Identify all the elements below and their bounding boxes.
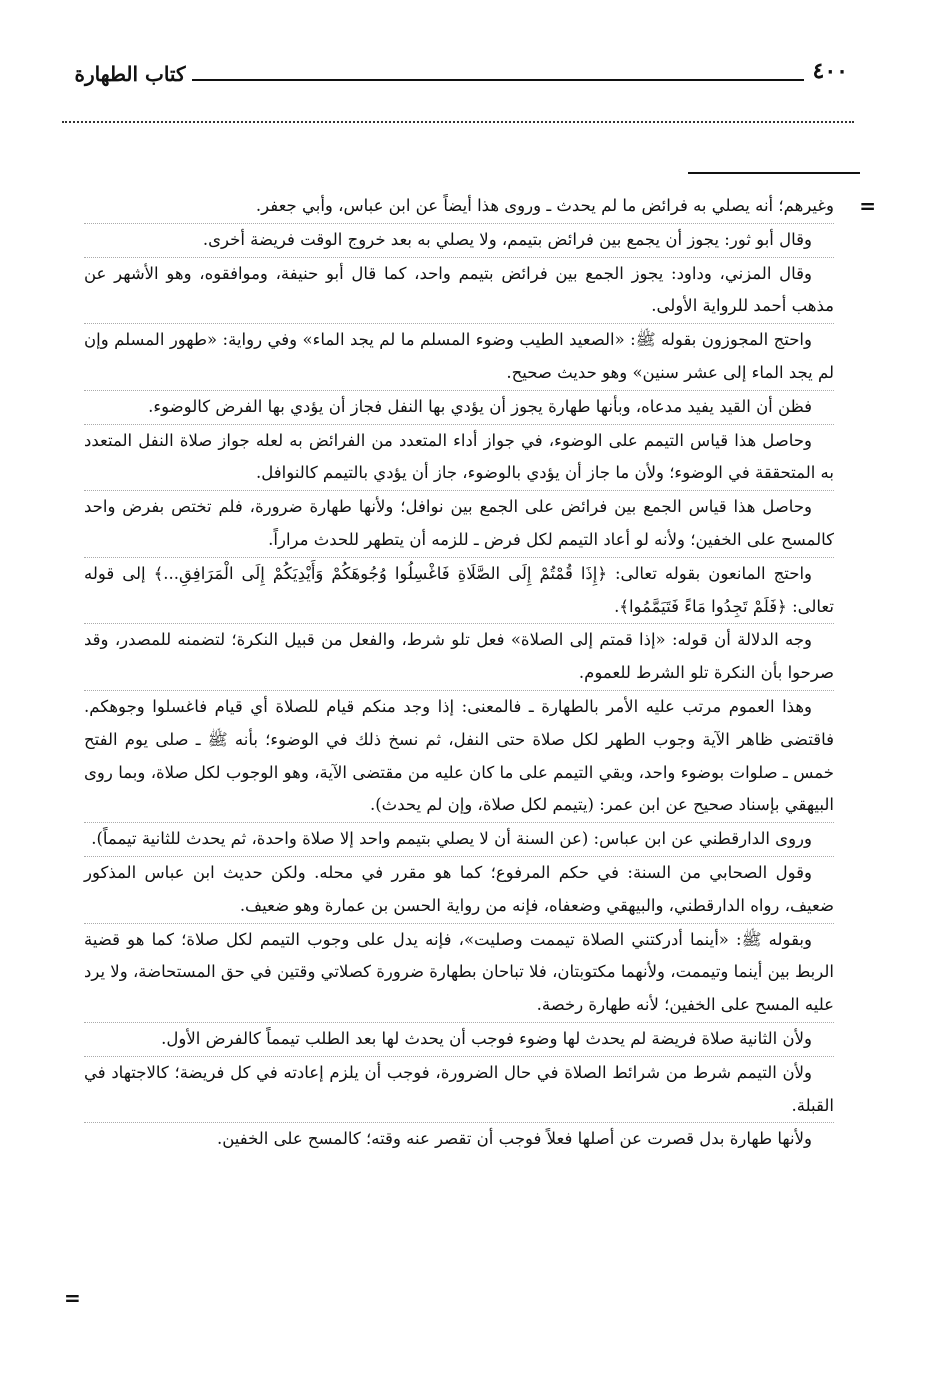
paragraph: وحاصل هذا قياس الجمع بين فرائض على الجمع بين نوافل؛ ولأنها طهارة ضرورة، فلم تختص بفرض واحد كالمسح على الخفين؛ ولأنه لو أعاد التيمم لكل فرض ـ للزمه أن يتطهر للحدث مراراً. (84, 491, 834, 558)
paragraph: ولأن الثانية صلاة فريضة لم يحدث لها وضوء فوجب أن يحدث لها بعد الطلب تيمماً كالفرض الأول. (84, 1023, 834, 1057)
paragraph: واحتج المانعون بقوله تعالى: ﴿إِذَا قُمْتُمْ إِلَى الصَّلَاةِ فَاغْسِلُوا وُجُوهَكُمْ وَأَيْدِيَكُمْ إِلَى الْمَرَافِقِ...﴾ إلى قوله تعالى: ﴿فَلَمْ تَجِدُوا مَاءً فَتَيَمَّمُوا﴾. (84, 558, 834, 625)
dotted-separator (62, 121, 854, 123)
body-text (84, 190, 834, 1156)
paragraph: وقول الصحابي من السنة: في حكم المرفوع؛ كما هو مقرر في محله. ولكن حديث ابن عباس المذكور ضعيف، رواه الدارقطني، والبيهقي وضعفاه، فإنه من رواية الحسن بن عمارة وهو ضعيف. (84, 857, 834, 924)
paragraph: وهذا العموم مرتب عليه الأمر بالطهارة ـ فالمعنى: إذا وجد منكم قيام للصلاة أي قيام فاغسلوا وجوهكم. فاقتضى ظاهر الآية وجوب الطهر لكل صلاة حتى النفل، ثم نسخ ذلك في الوضوء؛ بأنه ﷺ ـ صلى يوم الفتح خمس ـ صلوات بوضوء واحد، وبقي التيمم على ما كان عليه من مقتضى الآية، وهو الوجوب لكل صلاة، وبما روى البيهقي بإسناد صحيح عن ابن عمر: (يتيمم لكل صلاة، وإن لم يحدث). (84, 691, 834, 823)
paragraph: ولأنها طهارة بدل قصرت عن أصلها فعلاً فوجب أن تقصر عنه وقته؛ كالمسح على الخفين. (216, 1129, 812, 1149)
paragraph: وروى الدارقطني عن ابن عباس: (عن السنة أن لا يصلي بتيمم واحد إلا صلاة واحدة، ثم يحدث للثانية تيمماً). (84, 823, 834, 857)
paragraph: وحاصل هذا قياس التيمم على الوضوء، في جواز أداء المتعدد من الفرائض به لعله جواز صلاة النفل المتعدد به المتحققة في الوضوء؛ ولأن ما جاز أن يؤدي بالوضوء، جاز أن يؤدي بالتيمم كالنوافل. (84, 425, 834, 492)
paragraph: وقال المزني، وداود: يجوز الجمع بين فرائض بتيمم واحد، كما قال أبو حنيفة، وموافقوه، وهو الأشهر عن مذهب أحمد للرواية الأولى. (84, 258, 834, 325)
paragraph: وبقوله ﷺ: «أينما أدركتني الصلاة تيممت وصليت»، فإنه يدل على وجوب التيمم لكل صلاة؛ كما هو قضية الربط بين أينما وتيممت، ولأنهما مكتوبتان، فلا تباحان بطهارة ضرورة كصلاتي وقتين في حق المستحاضة، ولا يرد عليه المسح على الخفين؛ لأنه طهارة رخصة. (84, 924, 834, 1023)
page-number: ٤٠٠ (812, 58, 848, 84)
header-rule (192, 79, 804, 81)
paragraph: فظن أن القيد يفيد مدعاه، وبأنها طهارة يجوز أن يؤدي بها النفل فجاز أن يؤدي بها الفرض كالوضوء. (84, 391, 834, 425)
continuation-mark-top: = (859, 194, 876, 218)
continuation-mark-bottom: = (64, 1286, 81, 1310)
footnote-rule (688, 172, 860, 174)
paragraph: وجه الدلالة أن قوله: «إذا قمتم إلى الصلاة» فعل تلو شرط، والفعل من قبيل النكرة؛ لتضمنه للمصدر، وقد صرحوا بأن النكرة تلو الشرط للعموم. (84, 624, 834, 691)
paragraph: واحتج المجوزون بقوله ﷺ: «الصعيد الطيب وضوء المسلم ما لم يجد الماء» وفي رواية: «طهور المسلم وإن لم يجد الماء إلى عشر سنين» وهو حديث صحيح. (84, 324, 834, 391)
paragraph: وغيرهم؛ أنه يصلي به فرائض ما لم يحدث ـ وروى هذا أيضاً عن ابن عباس، وأبي جعفر. (84, 190, 834, 224)
paragraph: وقال أبو ثور: يجوز أن يجمع بين فرائض بتيمم، ولا يصلي به بعد خروج الوقت فريضة أخرى. (84, 224, 834, 258)
paragraph: ولأن التيمم شرط من شرائط الصلاة في حال الضرورة، فوجب أن يلزم إعادته في كل فريضة؛ كالاجتهاد في القبلة. (84, 1057, 834, 1124)
running-title: كتاب الطهارة (74, 62, 186, 86)
